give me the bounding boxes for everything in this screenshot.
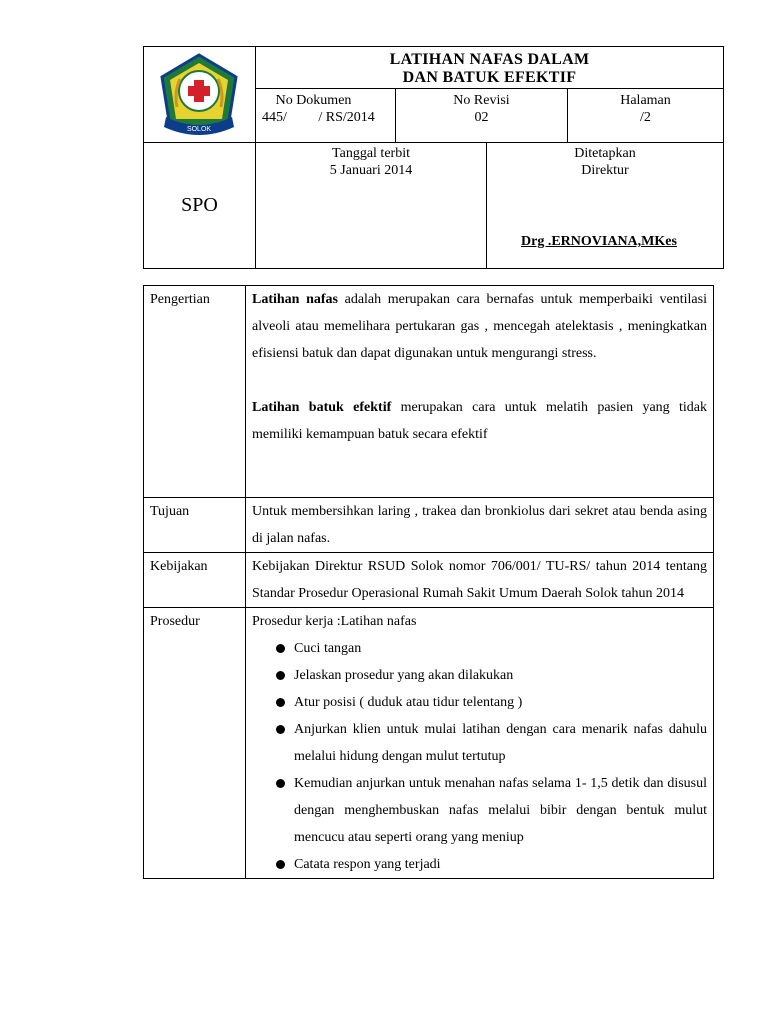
pengertian-term-1: Latihan nafas <box>252 292 338 307</box>
issue-date-value: 5 Januari 2014 <box>329 163 413 178</box>
pengertian-paragraph-1 <box>252 286 707 367</box>
logo-text: SOLOK <box>186 126 212 133</box>
document-header <box>143 46 724 269</box>
table-row <box>144 553 714 608</box>
bullet-icon <box>276 779 285 788</box>
kebijakan-content: Kebijakan Direktur RSUD Solok nomor 706/001/ TU-RS/ tahun 2014 tentang Standar Prosedur Operasional Rumah Sakit Umum Daerah Solok tahun 2014 <box>246 553 714 608</box>
list-item <box>252 635 707 662</box>
hospital-logo <box>144 47 254 141</box>
document-number-cell <box>256 89 396 143</box>
prosedur-intro: Prosedur kerja :Latihan nafas <box>252 614 417 629</box>
step-text: Catata respon yang terjadi <box>294 857 441 872</box>
logo-cell <box>144 47 256 143</box>
bullet-icon <box>276 698 285 707</box>
bullet-icon <box>276 644 285 653</box>
row-key-prosedur: Prosedur <box>144 608 246 879</box>
page-cell <box>568 89 723 143</box>
bullet-icon <box>276 860 285 869</box>
approval-role: Direktur <box>581 163 629 178</box>
row-key-tujuan: Tujuan <box>144 498 246 553</box>
title-line-1: LATIHAN NAFAS DALAM <box>389 51 590 68</box>
list-item <box>252 716 707 770</box>
page-value: /2 <box>640 110 651 125</box>
pengertian-content <box>246 286 714 498</box>
revision-value: 02 <box>474 110 489 125</box>
signer-name: Drg .ERNOVIANA,MKes <box>521 234 677 249</box>
revision-cell <box>396 89 568 143</box>
prosedur-content <box>246 608 714 879</box>
row-key-pengertian: Pengertian <box>144 286 246 498</box>
document-number-label: No Dokumen <box>275 93 352 108</box>
step-text: Anjurkan klien untuk mulai latihan dengan cara menarik nafas dahulu melalui hidung dengan mulut tertutup <box>294 722 707 764</box>
tujuan-content: Untuk membersihkan laring , trakea dan bronkiolus dari sekret atau benda asing di jalan nafas. <box>246 498 714 553</box>
pengertian-paragraph-2 <box>252 394 707 448</box>
prosedur-steps <box>252 635 707 878</box>
pengertian-text-1: adalah merupakan cara bernafas untuk memperbaiki ventilasi alveoli atau memelihara pertukaran gas , mencegah atelektasis , meningkatkan efisiensi batuk dan dapat digunakan untuk mengurangi stress. <box>252 292 707 361</box>
pengertian-term-2: Latihan batuk efektif <box>252 400 392 415</box>
list-item <box>252 770 707 851</box>
row-key-kebijakan: Kebijakan <box>144 553 246 608</box>
list-item <box>252 662 707 689</box>
bullet-icon <box>276 671 285 680</box>
revision-label: No Revisi <box>453 93 510 108</box>
table-row <box>144 286 714 498</box>
approval-label: Ditetapkan <box>574 146 636 161</box>
step-text: Atur posisi ( duduk atau tidur telentang ) <box>294 695 523 710</box>
step-text: Cuci tangan <box>294 641 362 656</box>
list-item <box>252 689 707 716</box>
pengertian-text-2: merupakan cara untuk melatih pasien yang tidak memiliki kemampuan batuk secara efektif <box>252 400 707 442</box>
document-number-value: 445/ / RS/2014 <box>262 110 375 125</box>
spo-label: SPO <box>144 143 256 268</box>
table-row <box>144 498 714 553</box>
page-label: Halaman <box>620 93 671 108</box>
procedure-table <box>143 285 714 879</box>
approval-cell <box>487 143 723 268</box>
list-item <box>252 851 707 878</box>
table-row <box>144 608 714 879</box>
step-text: Jelaskan prosedur yang akan dilakukan <box>294 668 514 683</box>
step-text: Kemudian anjurkan untuk menahan nafas selama 1- 1,5 detik dan disusul dengan menghembuskan nafas melalui bibir dengan bentuk mulut mencucu atau seperti orang yang meniup <box>294 776 707 845</box>
bullet-icon <box>276 725 285 734</box>
title-line-2: DAN BATUK EFEKTIF <box>402 69 577 86</box>
issue-date-cell <box>256 143 487 268</box>
document-title <box>256 47 723 89</box>
issue-date-label: Tanggal terbit <box>332 146 410 161</box>
